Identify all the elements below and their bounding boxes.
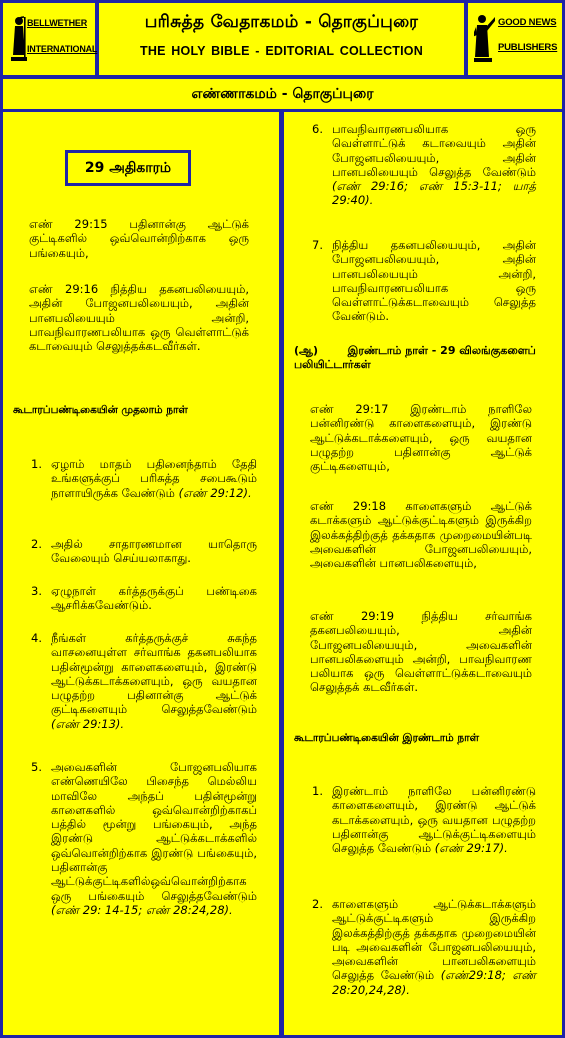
list-item	[312, 238, 536, 324]
verse-paragraph: எண் 29:17 இரண்டாம் நாளிலே பன்னிரண்டு காளைகளையும், இரண்டு ஆட்டுக்கடாக்களையும், ஒரு வயதான பழுதற்ற பதினான்கு ஆட்டுக் குட்டிகளையும்,	[310, 402, 532, 474]
section-heading: கூடாரப்பண்டிகையின் முதலாம் நாள்	[13, 404, 188, 416]
list-item	[31, 584, 257, 613]
list-item-text: ஏழுநாள் கர்த்தருக்குப் பண்டிகை ஆசரிக்கவேண்டும்.	[51, 584, 257, 613]
right-column	[284, 112, 562, 1035]
list-item-number: 2.	[31, 537, 42, 551]
list-item-reference: (எண் 29:12).	[178, 485, 252, 500]
section-heading-label: (ஆ)	[294, 344, 318, 357]
list-item-reference: (எண் 29: 14-15; எண் 28:24,28).	[51, 902, 233, 917]
list-item-text: காளைகளும் ஆட்டுக்கடாக்களும் ஆட்டுக்குட்டிகளும் இருக்கிற இலக்கத்திற்குத் தக்கதாக முறைமையின் படி அவைகளின் போஜனபலியையும், அவைகளின் பானபலிகளையும் செலுத்த வேண்டும்	[332, 897, 536, 983]
page-header	[99, 3, 464, 75]
page-title-english: THE HOLY BIBLE - EDITORIAL COLLECTION	[140, 44, 423, 58]
verse-paragraph: எண் 29:16 நித்திய தகனபலியையும், அதின் போஜனபலியையும், அதின் பானபலியையும் அன்றி, பாவநிவாரணபலியாக ஒரு வெள்ளாட்டுக் கடாவையும் செலுத்தக்கடவீர்கள்.	[29, 282, 249, 354]
list-item-number: 1.	[312, 784, 323, 798]
trumpet-angel-icon	[474, 13, 496, 63]
list-item-text: அவைகளின் போஜனபலியாக எண்ணெயிலே பிசைந்த மெல்லிய மாவிலே அந்தப் பதின்மூன்று காளைகளில் ஒவ்வொன்றிற்காகப் பத்தில் மூன்று பங்கையும், அந்த இரண்டு ஆட்டுக்கடாக்களில் ஒவ்வொன்றிற்காக இரண்டு பங்கையும், பதினான்கு ஆட்டுக்குட்டிகளில்ஒவ்வொன்றிற்காக ஒரு பங்கையும் செலுத்தவேண்டும்	[51, 760, 257, 903]
right-logo-line-1: GOOD NEWS	[498, 17, 557, 28]
right-logo-line-2: PUBLISHERS	[498, 41, 558, 53]
list-item-text: பாவநிவாரணபலியாக ஒரு வெள்ளாட்டுக் கடாவையும் அதின் போஜனபலியையும், அதின் பானபலியையும் செலுத்த வேண்டும்	[332, 122, 536, 179]
verse-paragraph: எண் 29:19 நித்திய சர்வாங்க தகனபலியையும், அதின் போஜனபலியையும், அவைகளின் பானபலிகளையும் அன்றி, பாவநிவாரண பலியாக ஒரு வெள்ளாட்டுக்கடாவையும் செலுத்தக் கடவீர்கள்.	[310, 609, 532, 695]
verse-paragraph: எண் 29:15 பதினான்கு ஆட்டுக் குட்டிகளில் ஒவ்வொன்றிற்காக ஒரு பங்கையும்,	[29, 217, 249, 260]
left-column	[3, 112, 279, 1035]
left-logo-line-1: BELLWETHER	[27, 18, 87, 28]
section-heading-text: இரண்டாம் நாள் - 29 விலங்குகளைப் பலியிட்டார்கள்	[294, 344, 536, 371]
list-item	[312, 784, 536, 856]
list-item-reference: (எண் 29:13).	[51, 716, 125, 731]
list-item-text: அதில் சாதாரணமான யாதொரு வேலையும் செய்யலாகாது.	[51, 537, 257, 566]
section-heading	[294, 344, 556, 372]
list-item	[312, 897, 537, 997]
list-item-text: நீங்கள் கர்த்தருக்குச் சுகந்த வாசனையுள்ள சர்வாங்க தகனபலியாக பதின்மூன்று காளைகளையும், இரண்டு ஆட்டுக்கடாக்களையும், ஒரு வயதான பழுதற்ற பதினான்கு ஆட்டுக் குட்டிகளையும் செலுத்தவேண்டும்	[51, 631, 257, 717]
publisher-logo-right	[468, 3, 562, 75]
left-logo-line-2: INTERNATIONAL	[27, 44, 98, 54]
verse-paragraph: எண் 29:18 காளைகளும் ஆட்டுக் கடாக்களும் ஆட்டுக்குட்டிகளும் இருக்கிற இலக்கத்திற்குத் தக்கதாக முறைமையின்படி அவைகளின் போஜனபலியையும், அவைகளின் பானபலிகளையும்,	[310, 499, 532, 571]
list-item	[312, 122, 536, 208]
list-item-text: நித்திய தகனபலியையும், அதின் போஜனபலியையும், அதின் பானபலியையும் அன்றி, பாவநிவாரணபலியாக ஒரு வெள்ளாட்டுக்கடாவையும் செலுத்த வேண்டும்.	[332, 238, 536, 324]
list-item-text: இரண்டாம் நாளிலே பன்னிரண்டு காளைகளையும், இரண்டு ஆட்டுக் கடாக்களையும், ஒரு வயதான பழுதற்ற பதினான்கு ஆட்டுக்குட்டிகளையும் செலுத்த வேண்டும்	[332, 784, 536, 856]
shepherd-icon	[11, 15, 27, 63]
publisher-logo-left	[3, 3, 98, 75]
page-title-tamil: பரிசுத்த வேதாகமம் - தொகுப்புரை	[144, 12, 419, 32]
list-item-reference: (எண் 29:16; எண் 15:3-11; யாத் 29:40).	[332, 179, 536, 208]
list-item-number: 2.	[312, 897, 323, 911]
subtitle-bar	[3, 79, 562, 109]
list-item-number: 1.	[31, 457, 42, 471]
list-item-reference: (எண் 29:17).	[434, 841, 508, 856]
list-item-number: 4.	[31, 631, 42, 645]
list-item-reference: (எண்29:18; எண் 28:20,24,28).	[332, 968, 537, 997]
list-item-number: 5.	[31, 760, 42, 774]
list-item-number: 3.	[31, 584, 42, 598]
list-item-text: ஏழாம் மாதம் பதினைந்தாம் தேதி உங்களுக்குப் பரிசுத்த சபைகூடும் நாளாயிருக்க வேண்டும்	[51, 457, 257, 500]
list-item-number: 7.	[312, 238, 323, 252]
list-item	[31, 631, 257, 731]
chapter-heading: 29 அதிகாரம்	[65, 150, 191, 186]
section-heading: கூடாரப்பண்டிகையின் இரண்டாம் நாள்	[294, 732, 480, 744]
list-item	[31, 457, 257, 500]
list-item	[31, 537, 257, 566]
book-subtitle: எண்ணாகமம் - தொகுப்புரை	[191, 86, 374, 102]
list-item-number: 6.	[312, 122, 323, 136]
list-item	[31, 760, 257, 917]
